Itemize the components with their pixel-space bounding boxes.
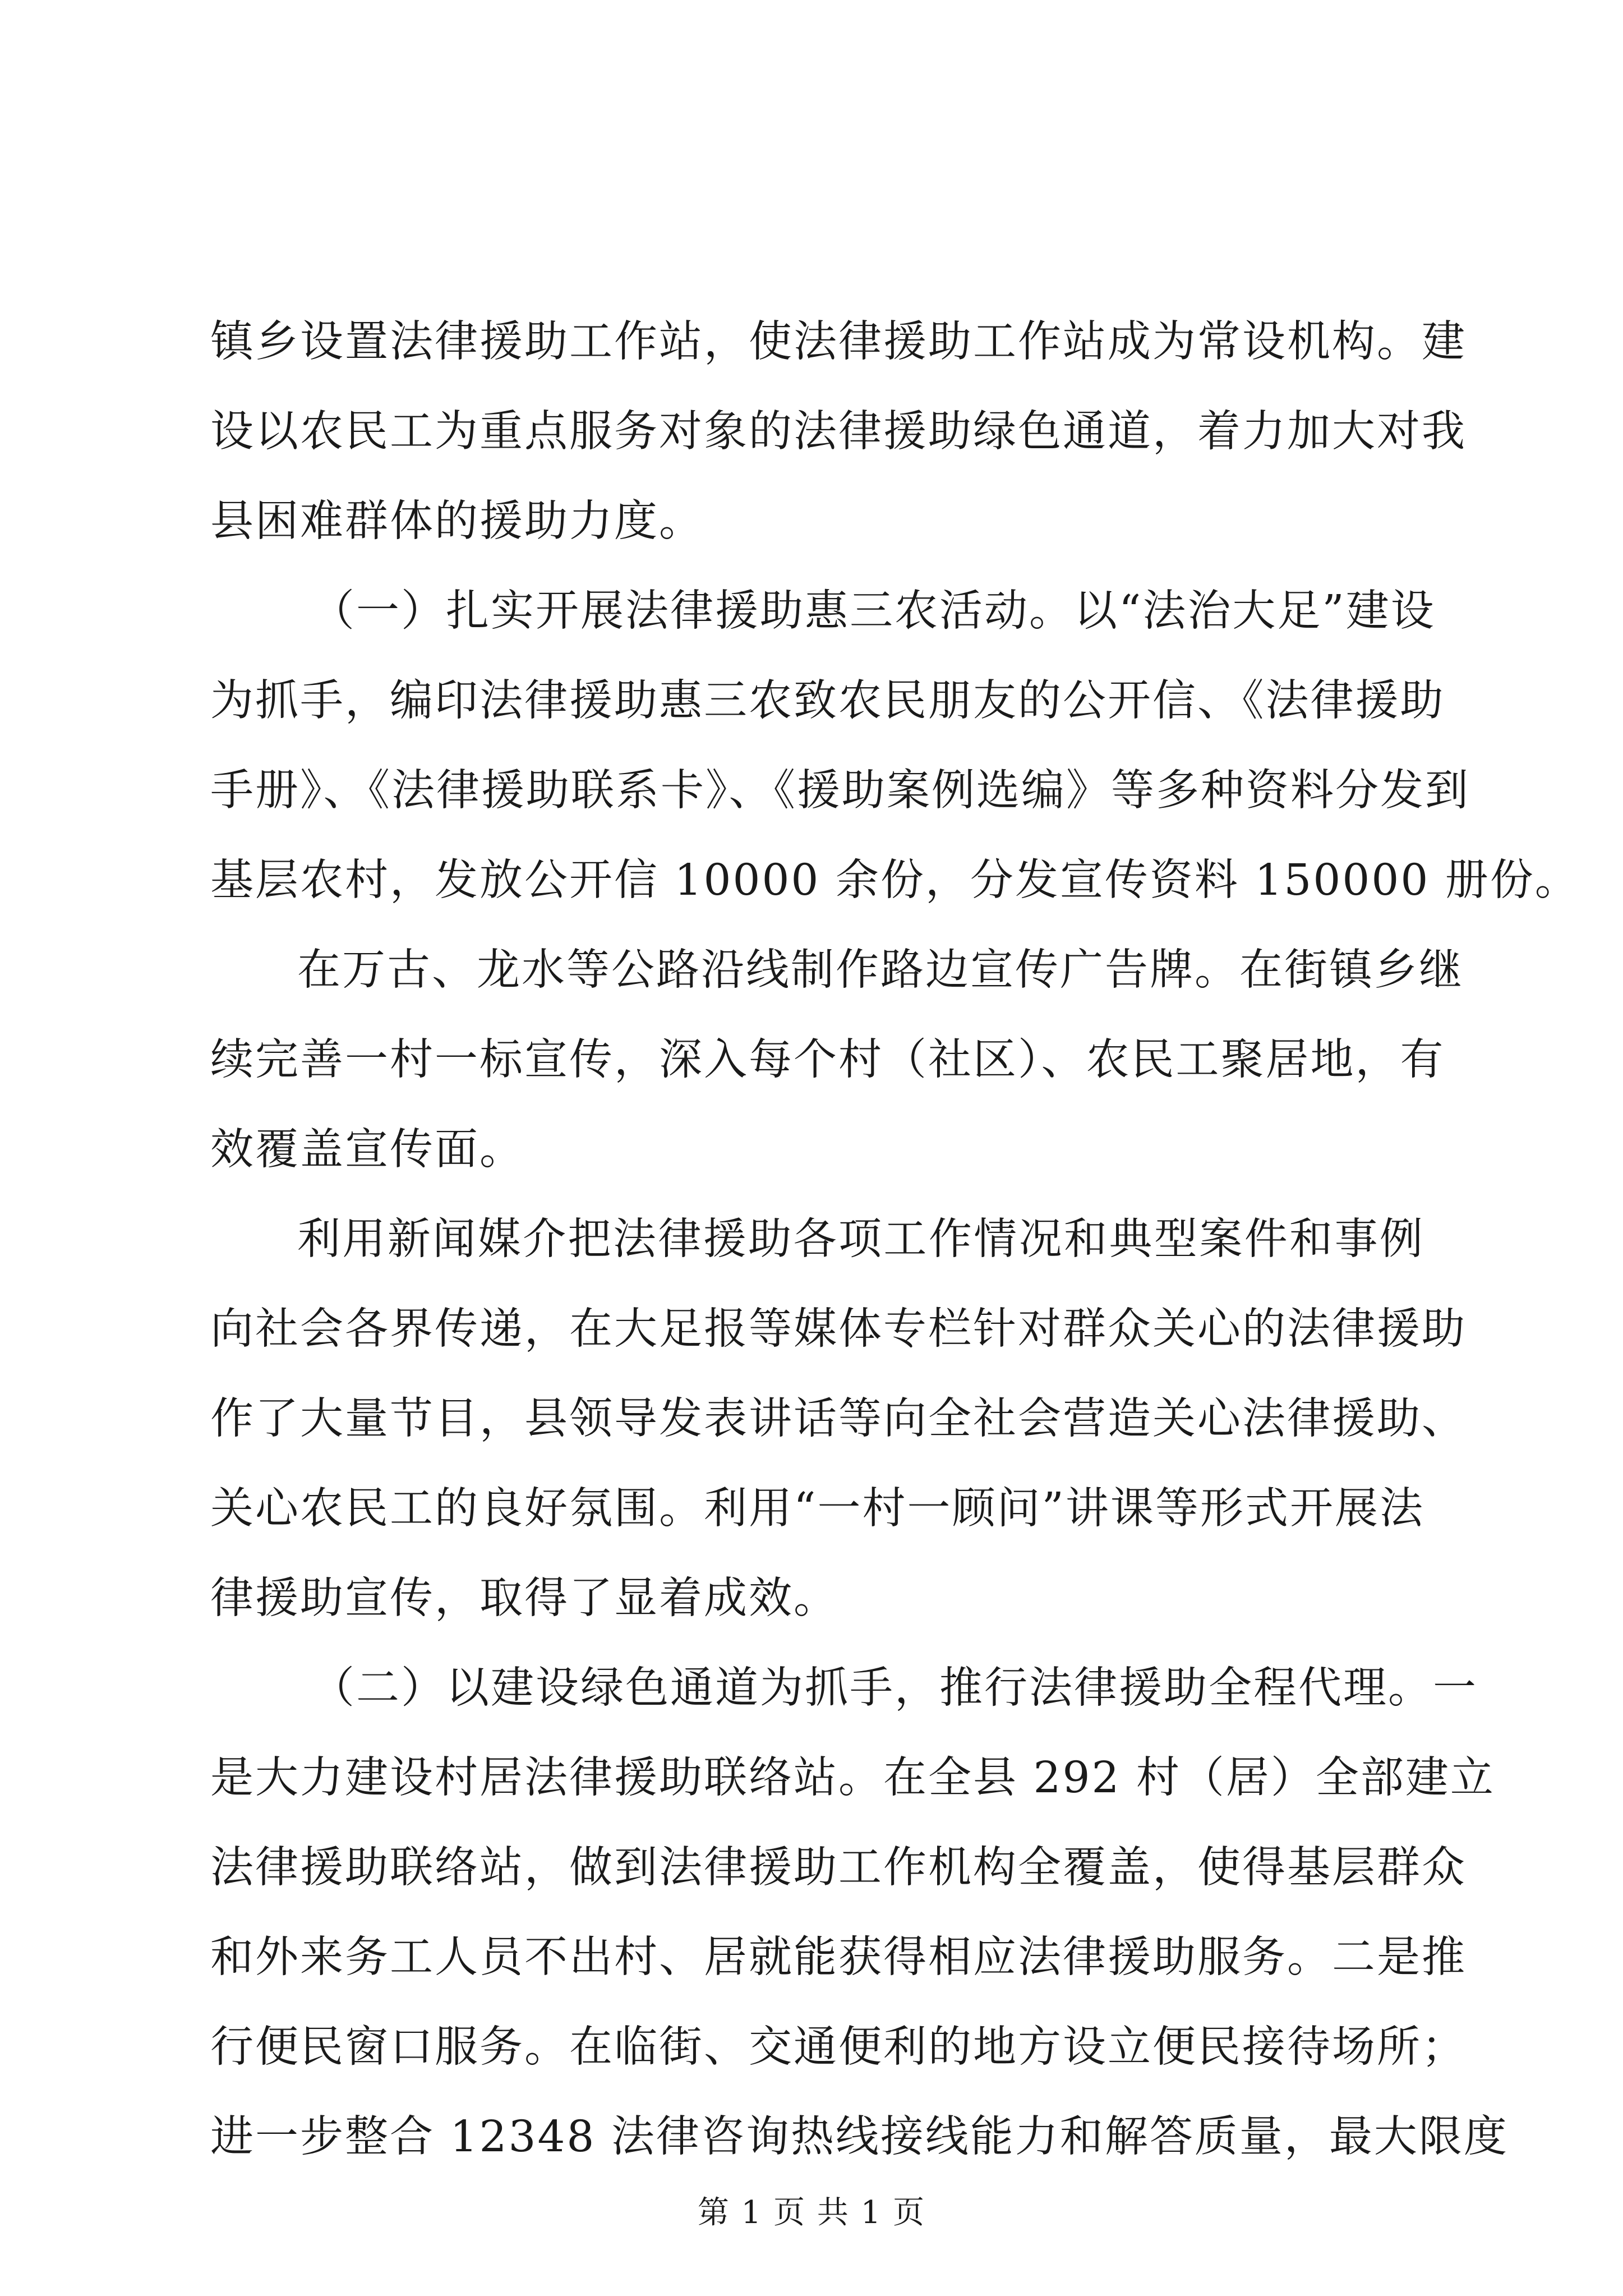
body-text-line: 进一步整合 12348 法律咨询热线接线能力和解答质量，最大限度 (210, 2112, 1509, 2162)
body-text-line: 续完善一村一标宣传，深入每个村（社区）、农民工聚居地，有 (210, 1035, 1445, 1085)
body-text-line: 为抓手，编印法律援助惠三农致农民朋友的公开信、《法律援助 (210, 676, 1445, 726)
body-text-line: 镇乡设置法律援助工作站，使法律援助工作站成为常设机构。建 (210, 317, 1467, 367)
body-text-line: 在万古、龙水等公路沿线制作路边宣传广告牌。在街镇乡继 (297, 945, 1464, 995)
body-text-line: 县困难群体的援助力度。 (210, 496, 704, 546)
body-text-line: 行便民窗口服务。在临街、交通便利的地方设立便民接待场所； (210, 2022, 1467, 2072)
body-text-line: 是大力建设村居法律援助联络站。在全县 292 村（居）全部建立 (210, 1753, 1495, 1803)
body-text-line: 设以农民工为重点服务对象的法律援助绿色通道，着力加大对我 (210, 407, 1467, 457)
body-text-line: 基层农村，发放公开信 10000 余份，分发宣传资料 150000 册份。 (210, 855, 1580, 905)
body-text-line: 作了大量节目，县领导发表讲话等向全社会营造关心法律援助、 (210, 1394, 1467, 1444)
body-text-line: 和外来务工人员不出村、居就能获得相应法律援助服务。二是推 (210, 1932, 1467, 1982)
body-text-line: （二）以建设绿色通道为抓手，推行法律援助全程代理。一 (311, 1663, 1478, 1713)
body-text-line: 利用新闻媒介把法律援助各项工作情况和典型案件和事例 (297, 1214, 1424, 1264)
body-text-line: 关心农民工的良好氛围。利用“一村一顾问”讲课等形式开展法 (210, 1484, 1424, 1534)
body-text-line: 律援助宣传，取得了显着成效。 (210, 1573, 838, 1623)
body-text-line: 法律援助联络站，做到法律援助工作机构全覆盖，使得基层群众 (210, 1843, 1467, 1893)
body-text-line: （一）扎实开展法律援助惠三农活动。以“法治大足”建设 (311, 586, 1436, 636)
body-text-line: 效覆盖宣传面。 (210, 1125, 524, 1175)
body-text-line: 手册》、《法律援助联系卡》、《援助案例选编》等多种资料分发到 (210, 766, 1470, 816)
body-text-line: 向社会各界传递，在大足报等媒体专栏针对群众关心的法律援助 (210, 1304, 1467, 1354)
page-number-footer: 第 1 页 共 1 页 (697, 2194, 926, 2231)
